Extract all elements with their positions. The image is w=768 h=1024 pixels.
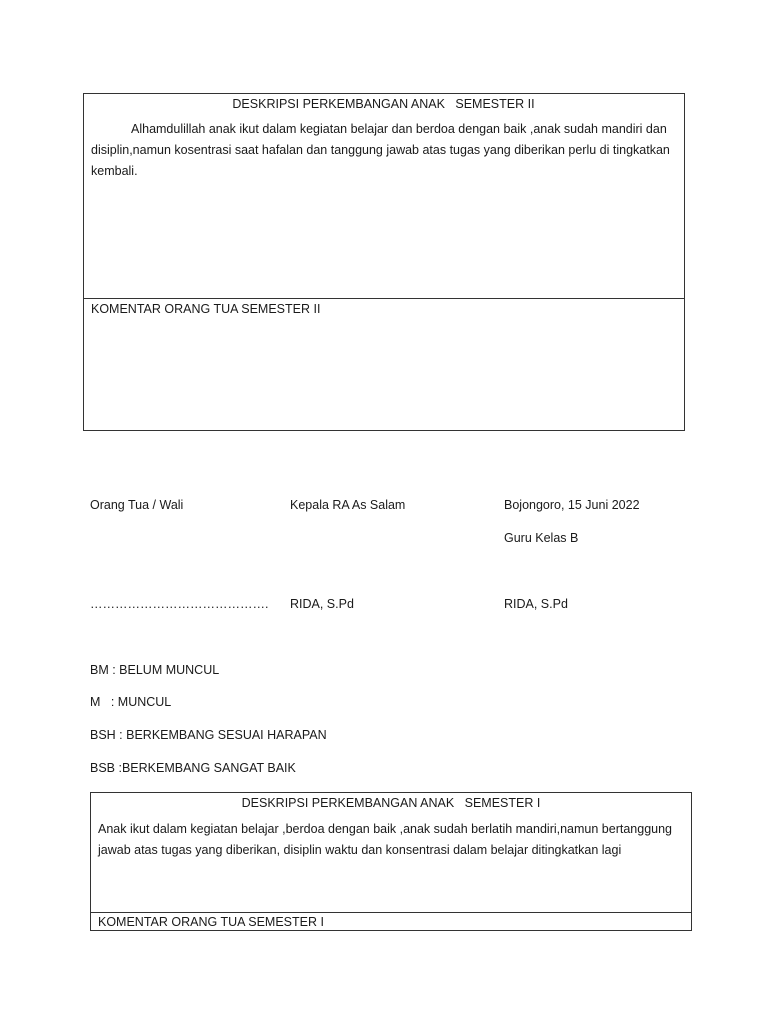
semester2-description-title: DESKRIPSI PERKEMBANGAN ANAK SEMESTER II	[232, 97, 535, 111]
legend-item-bsh: BSH : BERKEMBANG SESUAI HARAPAN	[90, 728, 327, 742]
parent-label: Orang Tua / Wali	[90, 498, 184, 512]
semester2-description-section	[84, 94, 684, 298]
semester1-comment-section	[91, 912, 691, 930]
semester1-description-text: Anak ikut dalam kegiatan belajar ,berdoa dengan baik ,anak sudah berlatih mandiri,namun bertanggung jawab atas tugas yang diberikan, disiplin waktu dan konsentrasi dalam belajar ditingkatkan lagi	[98, 822, 672, 857]
legend-item-bsb: BSB :BERKEMBANG SANGAT BAIK	[90, 761, 296, 775]
semester2-description-text: Alhamdulillah anak ikut dalam kegiatan belajar dan berdoa dengan baik ,anak sudah mandiri dan disiplin,namun kosentrasi saat hafalan dan tanggung jawab atas tugas yang diberikan perlu di tingkatkan kembali.	[91, 122, 670, 178]
semester2-comment-title: KOMENTAR ORANG TUA SEMESTER II	[91, 302, 321, 316]
semester2-comment-section	[84, 298, 684, 430]
semester1-comment-title: KOMENTAR ORANG TUA SEMESTER I	[98, 915, 324, 929]
place-date: Bojongoro, 15 Juni 2022	[504, 498, 640, 512]
teacher-label: Guru Kelas B	[504, 531, 579, 545]
legend-item-m: M : MUNCUL	[90, 695, 172, 709]
principal-name: RIDA, S.Pd	[290, 597, 354, 611]
semester1-description-section	[91, 793, 691, 912]
parent-signature-line: …………………………………….	[90, 597, 269, 611]
teacher-name: RIDA, S.Pd	[504, 597, 568, 611]
semester1-report-box	[90, 792, 692, 931]
semester2-report-box	[83, 93, 685, 431]
legend-item-bm: BM : BELUM MUNCUL	[90, 663, 220, 677]
semester1-description-title: DESKRIPSI PERKEMBANGAN ANAK SEMESTER I	[241, 796, 541, 810]
principal-label: Kepala RA As Salam	[290, 498, 406, 512]
